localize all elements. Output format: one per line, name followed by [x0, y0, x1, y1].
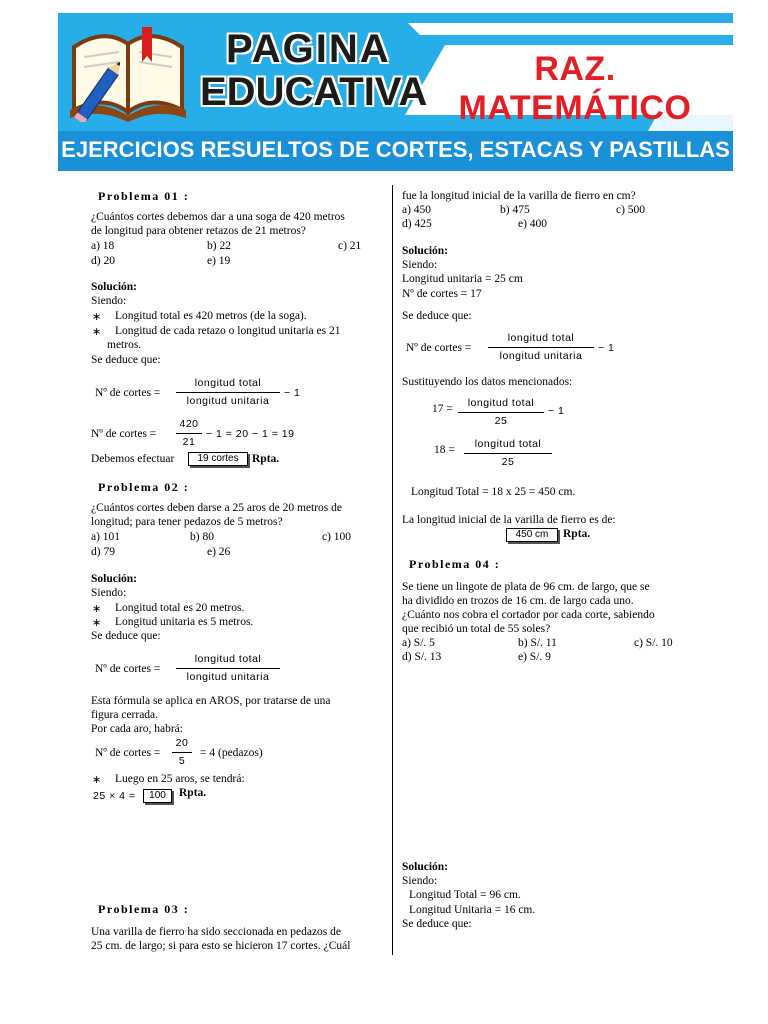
p1-calc-den: 21: [182, 436, 196, 448]
p2-mult: 25 × 4 =: [93, 790, 136, 802]
p3-option-b: b) 475: [500, 204, 530, 216]
p3-option-d: d) 425: [402, 218, 432, 230]
fraction-bar: [458, 412, 544, 413]
p2-question-1: ¿Cuántos cortes deben darse a 25 aros de 20 metros de: [91, 502, 343, 514]
bullet-icon: ∗: [92, 311, 102, 323]
p3-eq1-left: 17 =: [432, 403, 453, 415]
p1-efectuar: Debemos efectuar: [91, 453, 175, 465]
p4-option-a: a) S/. 5: [402, 637, 435, 649]
p1-bullet-2b: metros.: [107, 339, 142, 351]
p1-deduce: Se deduce que:: [91, 354, 161, 366]
p4-question-1: Se tiene un lingote de plata de 96 cm. de largo, que se: [402, 581, 650, 593]
p2-rpta: Rpta.: [179, 787, 207, 799]
p1-formula-num: longitud total: [194, 377, 262, 389]
p1-bullet-1: Longitud total es 420 metros (de la soga).: [115, 310, 307, 322]
subject-title: RAZ. MATEMÁTICO: [458, 50, 692, 127]
p3-eq1-den: 25: [494, 415, 508, 427]
p1-rpta: Rpta.: [252, 453, 280, 465]
p3-conclusion: La longitud inicial de la varilla de fierro es de:: [402, 514, 616, 526]
p2-explain-2: figura cerrada.: [91, 709, 159, 721]
p4-question-3: ¿Cuánto nos cobra el cortador por cada corte, sabiendo: [402, 609, 655, 621]
p2-bullet-1: Longitud total es 20 metros.: [115, 602, 245, 614]
p1-calc-tail: − 1 = 20 − 1 = 19: [206, 428, 295, 440]
p3-answer-box: 450 cm: [506, 528, 558, 542]
p2-calc-tail: = 4 (pedazos): [200, 747, 263, 759]
p4-question-4: que recibió un total de 55 soles?: [402, 623, 551, 635]
p2-calc-den: 5: [178, 755, 186, 767]
p1-formula-tail: − 1: [284, 387, 301, 399]
p2-bullet-3: Luego en 25 aros, se tendrá:: [115, 773, 245, 785]
p4-deduce: Se deduce que:: [402, 918, 472, 930]
p3-deduce: Se deduce que:: [402, 310, 472, 322]
p3-formula-tail: − 1: [598, 342, 615, 354]
bullet-icon: ∗: [92, 326, 102, 338]
fraction-bar: [176, 668, 280, 669]
p1-option-b: b) 22: [207, 240, 231, 252]
p2-option-c: c) 100: [322, 531, 352, 543]
p3-given-2: Nº de cortes = 17: [402, 288, 482, 300]
p3-eq1-tail: − 1: [548, 405, 565, 417]
p4-given-2: Longitud Unitaria = 16 cm.: [409, 904, 536, 916]
p3-eq2-left: 18 =: [434, 444, 455, 456]
p4-solution-label: Solución:: [402, 861, 449, 873]
p1-solution-label: Solución:: [91, 281, 138, 293]
fraction-bar: [464, 453, 552, 454]
p2-question-2: longitud; para tener pedazos de 5 metros?: [91, 516, 283, 528]
p1-title: Problema 01 :: [98, 189, 190, 203]
p3-formula-num: longitud total: [507, 332, 575, 344]
p3-question-3: fue la longitud inicial de la varilla de fierro en cm?: [402, 190, 636, 202]
p3-formula-left: Nº de cortes =: [406, 342, 472, 354]
p2-option-b: b) 80: [190, 531, 214, 543]
bullet-icon: ∗: [92, 617, 102, 629]
banner-title: EJERCICIOS RESUELTOS DE CORTES, ESTACAS Y PASTILLAS: [61, 137, 730, 162]
fraction-bar: [172, 752, 192, 753]
p3-title: Problema 03 :: [98, 902, 190, 916]
p1-answer-box: 19 cortes: [188, 452, 248, 466]
p2-formula-den: longitud unitaria: [186, 671, 270, 683]
p2-formula-num: longitud total: [194, 653, 262, 665]
p3-option-c: c) 500: [616, 204, 646, 216]
p4-option-b: b) S/. 11: [518, 637, 557, 649]
p2-deduce: Se deduce que:: [91, 630, 161, 642]
logo-line2: EDUCATIVA: [200, 70, 428, 114]
p3-rpta: Rpta.: [563, 528, 591, 540]
p1-bullet-2a: Longitud de cada retazo o longitud unitaria es 21: [115, 325, 341, 337]
p3-eq2-den: 25: [501, 456, 515, 468]
bullet-icon: ∗: [92, 774, 102, 786]
p2-option-e: e) 26: [207, 546, 231, 558]
p3-option-a: a) 450: [402, 204, 432, 216]
p4-given-1: Longitud Total = 96 cm.: [409, 889, 521, 901]
p1-formula-left: Nº de cortes =: [95, 387, 161, 399]
fraction-bar: [176, 392, 280, 393]
p1-option-e: e) 19: [207, 255, 231, 267]
fraction-bar: [176, 433, 202, 434]
p2-option-a: a) 101: [91, 531, 121, 543]
p2-answer-box: 100: [143, 789, 172, 803]
p3-total: Longitud Total = 18 x 25 = 450 cm.: [411, 486, 576, 498]
p3-formula-den: longitud unitaria: [499, 350, 583, 362]
p3-eq2-num: longitud total: [474, 438, 542, 450]
p3-siendo: Siendo:: [402, 259, 438, 271]
p2-explain-3: Por cada aro, habrá:: [91, 723, 183, 735]
p1-calc-left: Nº de cortes =: [91, 428, 157, 440]
p1-formula-den: longitud unitaria: [186, 395, 270, 407]
p2-explain-1: Esta fórmula se aplica en AROS, por tratarse de una: [91, 695, 331, 707]
p2-title: Problema 02 :: [98, 480, 190, 494]
p1-siendo: Siendo:: [91, 295, 127, 307]
p4-option-e: e) S/. 9: [518, 651, 551, 663]
p4-option-d: d) S/. 13: [402, 651, 442, 663]
p3-question-1: Una varilla de fierro ha sido seccionada en pedazos de: [91, 926, 342, 938]
book-logo-icon: [64, 22, 194, 122]
p3-eq1-num: longitud total: [467, 397, 535, 409]
p1-option-a: a) 18: [91, 240, 115, 252]
p2-option-d: d) 79: [91, 546, 115, 558]
p3-question-2: 25 cm. de largo; si para esto se hicieron 17 cortes. ¿Cuál: [91, 940, 351, 952]
p1-option-c: c) 21: [338, 240, 362, 252]
p2-calc-num: 20: [175, 737, 189, 749]
p3-given-1: Longitud unitaria = 25 cm: [402, 273, 523, 285]
logo-line1: PAGINA: [226, 27, 391, 71]
p3-substituting: Sustituyendo los datos mencionados:: [402, 376, 573, 388]
p4-option-c: c) S/. 10: [634, 637, 673, 649]
p1-question-1: ¿Cuántos cortes debemos dar a una soga de 420 metros: [91, 211, 345, 223]
p1-option-d: d) 20: [91, 255, 115, 267]
p1-question-2: de longitud para obtener retazos de 21 metros?: [91, 225, 306, 237]
p2-siendo: Siendo:: [91, 587, 127, 599]
bullet-icon: ∗: [92, 603, 102, 615]
p4-question-2: ha dividido en trozos de 16 cm. de largo cada uno.: [402, 595, 634, 607]
p1-calc-num: 420: [179, 418, 199, 430]
p4-siendo: Siendo:: [402, 875, 438, 887]
p2-calc-left: Nº de cortes =: [95, 747, 161, 759]
p2-formula-left: Nº de cortes =: [95, 663, 161, 675]
fraction-bar: [488, 347, 594, 348]
column-divider: [392, 185, 393, 955]
p3-solution-label: Solución:: [402, 245, 449, 257]
p3-option-e: e) 400: [518, 218, 548, 230]
p2-solution-label: Solución:: [91, 573, 138, 585]
p4-title: Problema 04 :: [409, 557, 501, 571]
p2-bullet-2: Longitud unitaria es 5 metros.: [115, 616, 254, 628]
